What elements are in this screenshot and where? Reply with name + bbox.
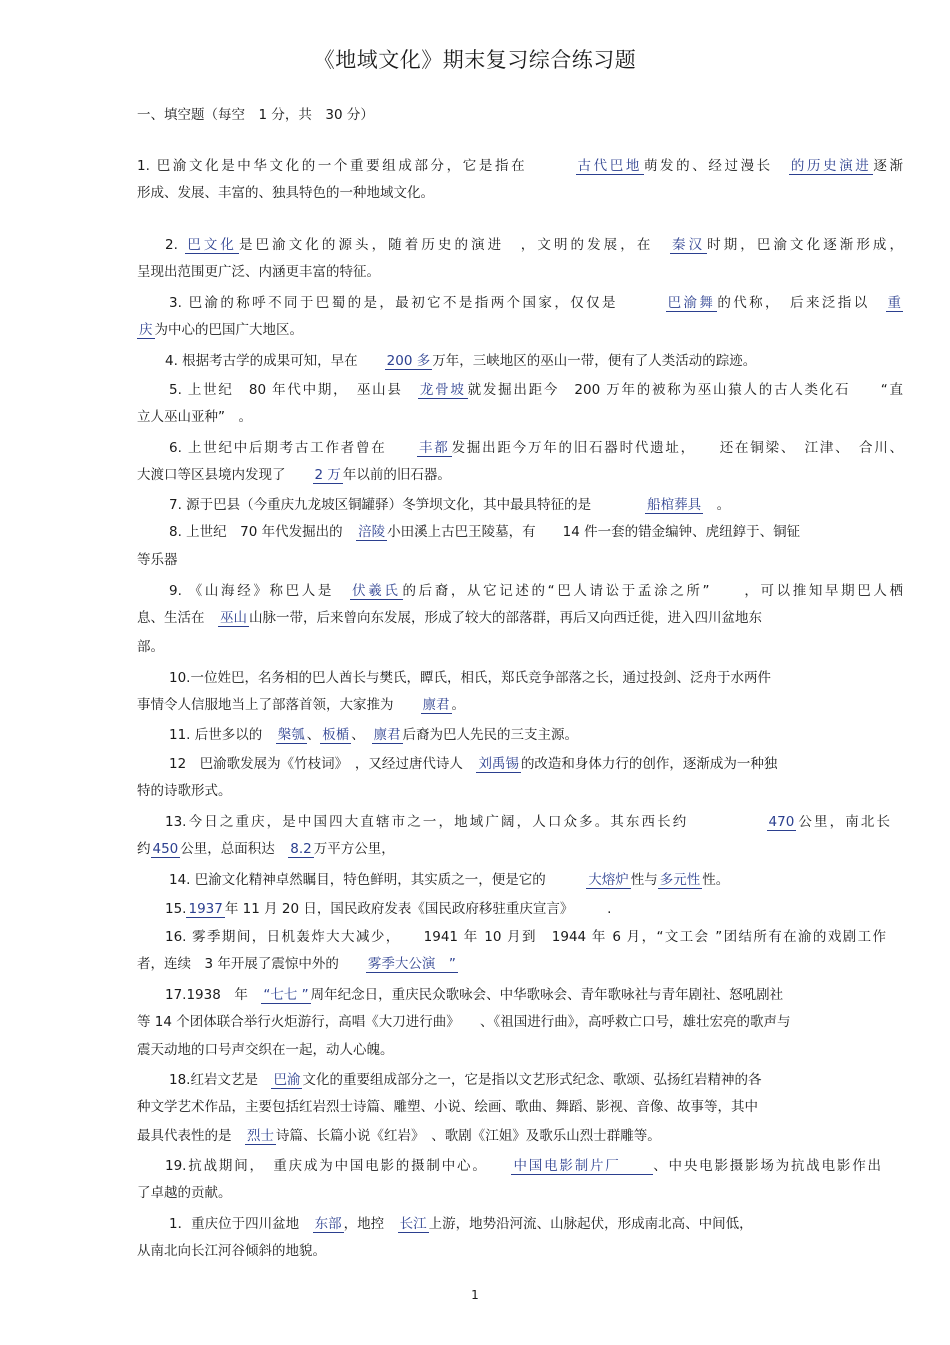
question-line <box>137 1041 394 1059</box>
answer-blank: 东部 <box>314 1216 342 1232</box>
question-text: 8. 上世纪 70 年代发掘出的 <box>169 524 357 540</box>
question-line <box>137 696 465 714</box>
question-line <box>137 638 164 656</box>
question-text: 就发掘出距今 200 万年的被称为巫山猿人的古人类化石 “直 <box>467 382 903 398</box>
question-line <box>137 466 451 484</box>
question-text: 大渡口等区县境内发现了 <box>137 467 313 483</box>
answer-blank: 板楯 <box>322 727 350 743</box>
question-line <box>165 813 890 831</box>
question-text: 7. 源于巴县（今重庆九龙坡区铜罐驿）冬笋坝文化，其中最具特征的是 <box>169 497 646 513</box>
question-line <box>137 1242 326 1260</box>
question-text: 5. 上世纪 80 年代中期， 巫山县 <box>169 382 418 398</box>
answer-blank: 长江 <box>399 1216 427 1232</box>
answer-blank: 1937 <box>188 901 223 917</box>
answer-blank: 烈士 <box>247 1128 274 1144</box>
answer-blank: 450 <box>152 841 179 857</box>
question-text: 小田溪上古巴王陵墓，有 14 件一套的错金编钟、虎纽錞于、铜钲 <box>387 524 801 540</box>
question-text: 息、生活在 <box>137 610 218 626</box>
question-line <box>165 900 611 918</box>
answer-blank: 巫山 <box>220 610 247 626</box>
question-text: 1．重庆位于四川盆地 <box>169 1216 313 1232</box>
question-text: 16. 雾季期间，日机轰炸大大减少， 1941 年 10 月到 1944 年 6 月，“文工会 ”团结所有在渝的戏剧工作 <box>165 929 886 945</box>
answer-blank: 廪君 <box>373 727 401 743</box>
question-line <box>169 755 777 773</box>
question-text: 从南北向长江河谷倾斜的地貌。 <box>137 1243 326 1259</box>
question-line <box>137 1098 758 1116</box>
question-line <box>137 782 232 800</box>
question-line <box>137 1127 661 1145</box>
question-text: 的代称， 后来泛指以 <box>717 295 886 311</box>
question-line <box>169 582 903 600</box>
question-text: 10.一位姓巴，名务相的巴人酋长与樊氏，瞫氏，相氏，郑氏竞争部落之长，通过投剑、泛舟于水两件 <box>169 670 771 686</box>
question-text: 文化的重要组成部分之一，它是指以文艺形式纪念、歌颂、弘扬红岩精神的各 <box>302 1072 762 1088</box>
answer-blank: 古代巴地 <box>577 158 642 174</box>
question-text: 等 14 个团体联合举行火炬游行，高唱《大刀进行曲》 、《祖国进行曲》，高呼救亡口号，雄壮宏亮的歌声与 <box>137 1014 791 1030</box>
question-line <box>137 321 303 339</box>
question-text: 种文学艺术作品，主要包括红岩烈士诗篇、雕塑、小说、绘画、歌曲、舞蹈、影视、音像、故事等，其中 <box>137 1099 758 1115</box>
question-line <box>165 928 886 946</box>
question-line <box>165 236 903 254</box>
question-line <box>137 184 434 202</box>
question-text: 约 <box>137 841 151 857</box>
question-line <box>169 1215 753 1233</box>
question-text: 万平方公里， <box>313 841 395 857</box>
question-text: 部。 <box>137 639 164 655</box>
answer-blank: 廪君 <box>422 697 450 713</box>
question-text: 3. 巴渝的称呼不同于巴蜀的是，最初它不是指两个国家，仅仅是 <box>169 295 666 311</box>
question-line <box>137 408 252 426</box>
question-line <box>137 263 380 281</box>
answer-blank: 大熔炉 <box>588 872 629 888</box>
question-text: 、中央电影摄影场为抗战电影作出 <box>653 1158 881 1174</box>
question-text: 1. 巴渝文化是中华文化的一个重要组成部分，它是指在 <box>137 158 576 174</box>
question-text: 发掘出距今万年的旧石器时代遗址， 还在铜梁、 江津、 合川、 <box>451 440 904 456</box>
question-text: 上游，地势沿河流、山脉起伏，形成南北高、中间低， <box>428 1216 753 1232</box>
question-text: 诗篇、长篇小说《红岩》 、歌剧《江姐》及歌乐山烈士群雕等。 <box>276 1128 661 1144</box>
question-text: 性。 <box>702 872 730 888</box>
question-text: 山脉一带，后来曾向东发展，形成了较大的部落群，再后又向西迁徙，进入四川盆地东 <box>249 610 762 626</box>
question-line <box>137 551 178 569</box>
question-line <box>137 609 762 627</box>
question-text: 2. <box>165 237 186 253</box>
question-text: 4. 根据考古学的成果可知，早在 <box>165 353 385 369</box>
question-text: 的后裔，从它记述的“巴人请讼于孟涂之所” ，可以推知早期巴人栖 <box>402 583 904 599</box>
question-text: 者，连续 3 年开展了震惊中外的 <box>137 956 366 972</box>
question-text: 逐渐 <box>873 158 904 174</box>
question-text: 年 11 月 20 日，国民政府发表《国民政府移驻重庆宣言》 . <box>224 901 612 917</box>
question-text: 是巴渝文化的源头，随着历史的演进 ，文明的发展，在 <box>238 237 670 253</box>
answer-blank: 重 <box>887 295 902 311</box>
question-text: 萌发的、经过漫长 <box>643 158 789 174</box>
question-line <box>165 986 783 1004</box>
question-text: 最具代表性的是 <box>137 1128 245 1144</box>
question-text: 18.红岩文艺是 <box>169 1072 272 1088</box>
answer-blank: 船棺葬具 <box>647 497 702 513</box>
question-text: 周年纪念日，重庆民众歌咏会、中华歌咏会、青年歌咏社与青年剧社、怒吼剧社 <box>310 987 784 1003</box>
question-text: 15. <box>165 901 187 917</box>
question-line <box>169 871 729 889</box>
question-text: 了卓越的贡献。 <box>137 1185 232 1201</box>
answer-blank: 庆 <box>139 322 153 338</box>
question-text: 时期，巴渝文化逐渐形成， <box>707 237 904 253</box>
answer-blank: 刘禹锡 <box>478 756 519 772</box>
question-line <box>169 1071 761 1089</box>
question-text: ，地控 <box>343 1216 398 1232</box>
question-text: 形成、发展、丰富的、独具特色的一种地域文化。 <box>137 185 434 201</box>
question-text: 事情令人信服地当上了部落首领，大家推为 <box>137 697 421 713</box>
question-text: 立人巫山亚种” 。 <box>137 409 252 425</box>
answer-blank: 槃瓠 <box>277 727 305 743</box>
question-text: 14. 巴渝文化精神卓然瞩目，特色鲜明，其实质之一，便是它的 <box>169 872 587 888</box>
answer-blank: 多元性 <box>659 872 701 888</box>
question-text: 6. 上世纪中后期考古工作者曾在 <box>169 440 418 456</box>
question-line <box>165 352 756 370</box>
question-text: 公里，总面积达 <box>180 841 289 857</box>
question-line <box>169 669 771 687</box>
question-text: 等乐器 <box>137 552 178 568</box>
answer-blank: 2 万 <box>314 467 341 483</box>
answer-blank: “七七 ” <box>263 987 309 1003</box>
question-text: 12 巴渝歌发展为《竹枝词》 ，又经过唐代诗人 <box>169 756 477 772</box>
page-title: 《地域文化》期末复习综合练习题 <box>313 48 637 72</box>
answer-blank: 丰都 <box>419 440 450 456</box>
question-text: 为中心的巴国广大地区。 <box>154 322 303 338</box>
question-text: 、 <box>306 727 321 743</box>
question-line <box>165 1157 881 1175</box>
question-text: 呈现出范围更广泛、内涵更丰富的特征。 <box>137 264 380 280</box>
question-text: 13.今日之重庆，是中国四大直辖市之一，地域广阔，人口众多。其东西长约 <box>165 814 767 830</box>
question-line <box>137 157 903 175</box>
question-text: 性与 <box>630 872 658 888</box>
question-text: 震天动地的口号声交织在一起，动人心魄。 <box>137 1042 394 1058</box>
question-line <box>169 439 903 457</box>
answer-blank: 470 <box>768 814 795 830</box>
question-text: 11. 后世多以的 <box>169 727 276 743</box>
question-text: 的改造和身体力行的创作，逐渐成为一种独 <box>520 756 778 772</box>
question-line <box>137 840 395 858</box>
answer-blank: 涪陵 <box>358 524 386 540</box>
answer-blank: 中国电影制片厂 <box>513 1158 652 1174</box>
question-text: 9. 《山海经》称巴人是 <box>169 583 351 599</box>
answer-blank: 的历史演进 <box>790 158 872 174</box>
question-text: 后裔为巴人先民的三支主源。 <box>402 727 579 743</box>
answer-blank: 秦汉 <box>672 237 706 253</box>
question-line <box>169 726 578 744</box>
answer-blank: 伏羲氏 <box>352 583 401 599</box>
question-line <box>137 1013 791 1031</box>
answer-blank: 200 多 <box>386 353 431 369</box>
section-heading: 一、填空题（每空 1 分，共 30 分） <box>137 107 374 123</box>
answer-blank: 巴渝舞 <box>667 295 716 311</box>
question-line <box>169 381 903 399</box>
question-line <box>169 523 800 541</box>
answer-blank: 巴渝 <box>273 1072 301 1088</box>
question-text: 特的诗歌形式。 <box>137 783 232 799</box>
answer-blank: 龙骨坡 <box>419 382 466 398</box>
page-number: 1 <box>471 1288 479 1302</box>
question-text: 万年，三峡地区的巫山一带，便有了人类活动的踪迹。 <box>432 353 757 369</box>
question-text: 19.抗战期间， 重庆成为中国电影的摄制中心。 <box>165 1158 512 1174</box>
question-line <box>137 1184 232 1202</box>
question-text: 年以前的旧石器。 <box>342 467 451 483</box>
answer-blank: 巴文化 <box>187 237 237 253</box>
question-line <box>137 955 458 973</box>
answer-blank: 雾季大公演 ” <box>367 956 456 972</box>
question-text: 、 <box>351 727 372 743</box>
question-line <box>169 294 903 312</box>
question-text: 公里，南北长 <box>796 814 891 830</box>
question-text: 。 <box>703 497 731 513</box>
question-text: 17.1938 年 <box>165 987 262 1003</box>
answer-blank: 8.2 <box>290 841 312 857</box>
question-text: 。 <box>451 697 465 713</box>
question-line <box>169 496 730 514</box>
